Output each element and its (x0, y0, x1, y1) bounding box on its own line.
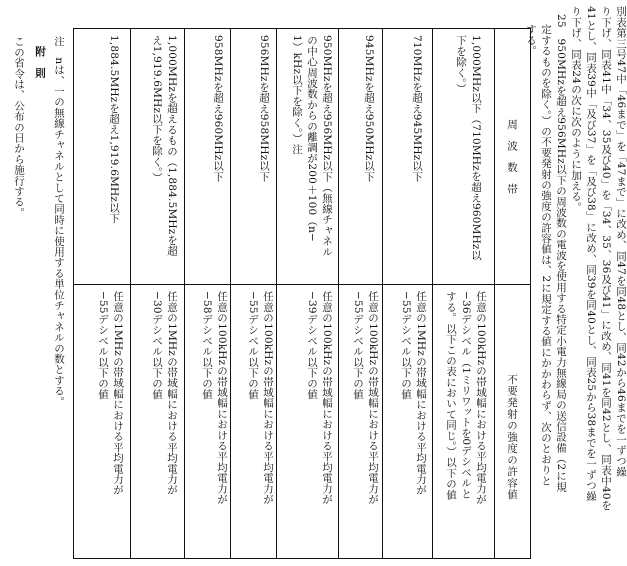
intro-line-1: 別表第三号47中「46まで」を「47まで」に改め、同47を同48とし、同42から46までを一ずつ繰 (615, 6, 627, 477)
limit-cell-line: 任意の1MHzの帯域幅における平均電力が (166, 291, 178, 496)
header-emission-limit: 不要発射の強度の許容値 (506, 374, 518, 501)
table-col-divider (130, 29, 131, 558)
limit-cell-line: 任意の100kHzの帯域幅における平均電力が (216, 291, 228, 505)
freq-cell-line: 710MHzを超え945MHz以下 (411, 35, 423, 182)
header-frequency-band: 周波数帯 (506, 119, 518, 205)
limit-cell-line: 任意の100kHzの帯域幅における平均電力が (321, 291, 333, 505)
limit-cell-line: −55デシベル以下の値 (247, 291, 259, 400)
table-footnote: 注 nは、一の無線チャネルとして同時に使用する単位チャネルの数とする。 (53, 36, 65, 407)
table-col-divider (382, 29, 383, 558)
limit-cell-line: 任意の100kHzの帯域幅における平均電力が (475, 291, 487, 505)
limit-cell-line: −39デシベル以下の値 (306, 291, 318, 400)
item-25-line-2: 定するものを除く。）の不要発射の強度の許容値は、2に規定する値にかかわらず、次のとおりと (540, 24, 552, 486)
freq-cell-line: 950MHzを超え956MHz以下（無線チャネル (321, 35, 333, 257)
limit-cell-line: 任意の1MHzの帯域幅における平均電力が (415, 291, 427, 496)
freq-cell-line: 958MHzを超え960MHz以下 (212, 35, 224, 182)
limit-cell-line: −30デシベル以下の値 (151, 291, 163, 400)
limit-cell-line: −36デシベル（1ミリワットを0デシベルと (460, 291, 472, 499)
supplementary-provisions-title: 附 則 (34, 46, 46, 79)
table-col-divider (338, 29, 339, 558)
table-col-divider (230, 29, 231, 558)
item-25-line-3: する。 (525, 24, 537, 57)
limit-cell-line: −55デシベル以下の値 (352, 291, 364, 400)
intro-line-3: 41とし、同表39中「及び37」を「及び38」に改め、同39を同40とし、同表25から38までを一ずつ繰 (585, 6, 597, 502)
intro-line-2: り下げ、同表41中「34、35及び40」を「34、35、36及び41」に改め、同41を同42とし、同表中40を (600, 6, 612, 511)
limit-cell-line: 任意の100kHzの帯域幅における平均電力が (262, 291, 274, 505)
freq-cell-line: の中心周波数からの離調が200＋100（n− (306, 35, 318, 243)
limit-cell-line: −55デシベル以下の値 (400, 291, 412, 400)
table-col-divider (184, 29, 185, 558)
table-col-divider (276, 29, 277, 558)
limit-cell-line: する。以下この表において同じ。）以下の値 (445, 291, 457, 500)
table-row-divider (74, 284, 530, 285)
freq-cell-line: 1,884.5MHzを超え1,919.6MHz以下 (108, 35, 120, 224)
freq-cell-line: 945MHzを超え950MHz以下 (363, 35, 375, 182)
table-col-divider (494, 29, 495, 558)
supplementary-provisions-text: この省令は、公布の日から施行する。 (13, 36, 25, 218)
item-25-line-1: 25 950MHzを超え956MHz以下の周波数の電波を使用する特定小電力無線局の送信設備（2に規 (555, 14, 567, 492)
freq-cell-line: 1,000MHzを超えるもの（1,884.5MHzを超 (166, 35, 178, 256)
limit-cell-line: −58デシベル以下の値 (201, 291, 213, 400)
emission-limit-table (73, 28, 531, 559)
intro-line-4: り下げ、同表24の次に次のように加える。 (570, 6, 582, 213)
limit-cell-line: 任意の100kHzの帯域幅における平均電力が (367, 291, 379, 505)
freq-cell-line: 下を除く。） (455, 35, 467, 94)
limit-cell-line: 任意の1MHzの帯域幅における平均電力が (112, 291, 124, 496)
freq-cell-line: え1,919.6MHz以下を除く。） (151, 35, 163, 183)
freq-cell-line: 1）kHz以下を除く。）注 (291, 35, 303, 155)
table-col-divider (432, 29, 433, 558)
limit-cell-line: −55デシベル以下の値 (97, 291, 109, 400)
freq-cell-line: 1,000MHz以下（710MHzを超え960MHz以 (470, 35, 482, 261)
freq-cell-line: 956MHzを超え958MHz以下 (258, 35, 270, 182)
